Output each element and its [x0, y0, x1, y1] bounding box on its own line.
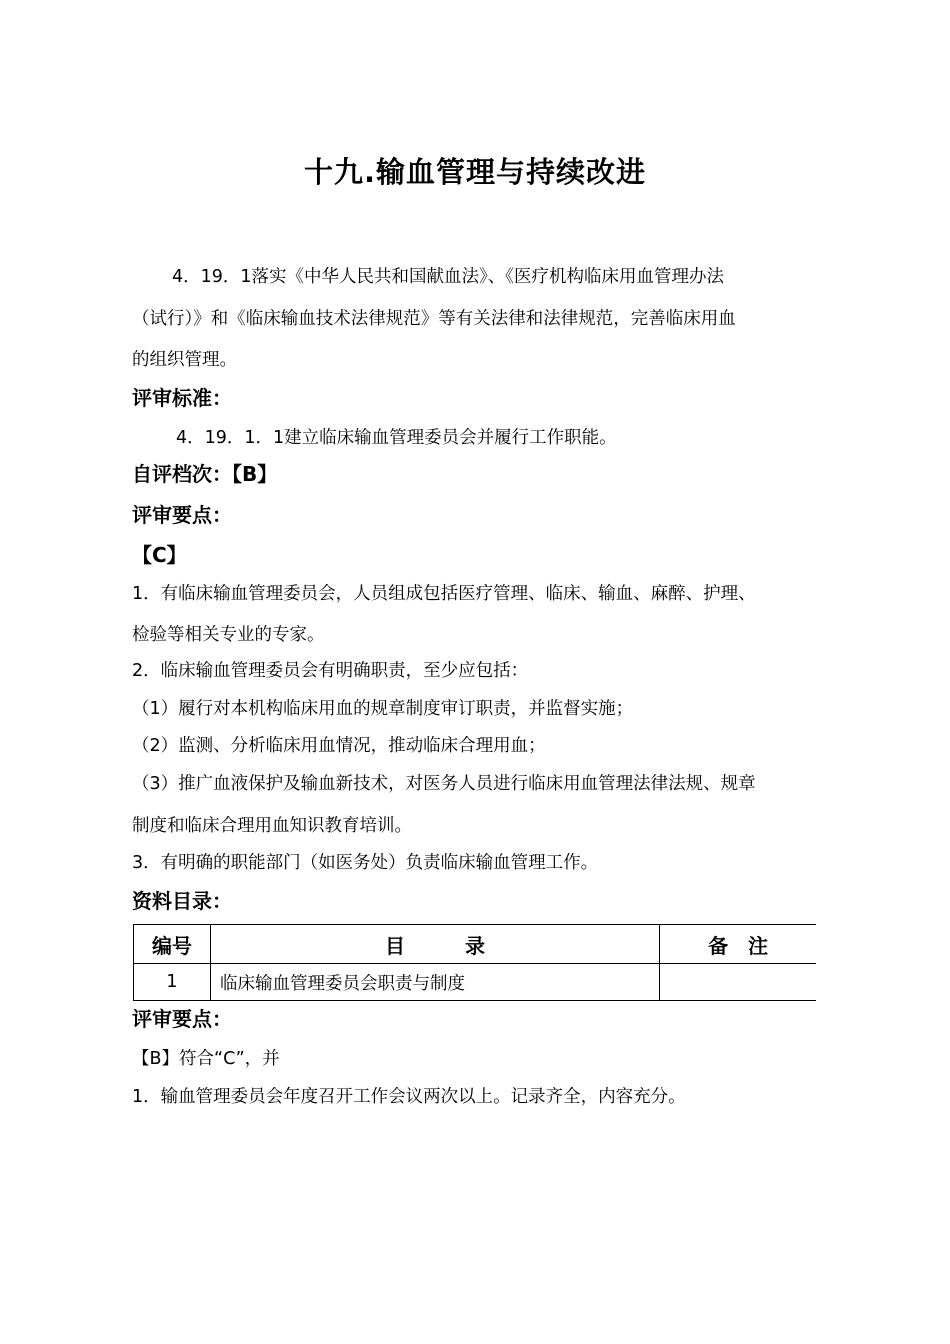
- point-2-1: （1）履行对本机构临床用血的规章制度审订职责，并监督实施；: [132, 699, 634, 719]
- grade-b-label: 【B】符合“C”，并: [132, 1049, 280, 1069]
- page-title: 十九.输血管理与持续改进: [303, 155, 647, 189]
- point-2-3-line-1: （3）推广血液保护及输血新技术，对医务人员进行临床用血管理法律法规、规章: [132, 774, 756, 794]
- review-standard-heading: 评审标准：: [132, 386, 232, 410]
- point-b-1: 1．输血管理委员会年度召开工作会议两次以上。记录齐全，内容充分。: [132, 1087, 686, 1107]
- materials-heading: 资料目录：: [132, 889, 232, 913]
- review-standard-item: 4．19．1．1建立临床输血管理委员会并履行工作职能。: [176, 428, 617, 448]
- point-2-2: （2）监测、分析临床用血情况，推动临床合理用血；: [132, 736, 546, 756]
- row-remarks: [660, 964, 816, 1001]
- materials-table: [133, 924, 816, 1001]
- table-row: [134, 964, 817, 1001]
- point-1-line-2: 检验等相关专业的专家。: [132, 625, 325, 645]
- clause-line-2: （试行）》和《临床输血技术法律规范》等有关法律和法律规范，完善临床用血: [132, 309, 736, 329]
- point-3: 3．有明确的职能部门（如医务处）负责临床输血管理工作。: [132, 853, 599, 873]
- point-2-3-line-2: 制度和临床合理用血知识教育培训。: [132, 816, 412, 836]
- point-1-line-1: 1．有临床输血管理委员会，人员组成包括医疗管理、临床、输血、麻醉、护理、: [132, 584, 756, 604]
- point-2: 2．临床输血管理委员会有明确职责，至少应包括：: [132, 661, 529, 681]
- review-points-heading: 评审要点：: [132, 503, 232, 527]
- self-grade: 自评档次：【B】: [132, 462, 278, 486]
- row-number: 1: [134, 964, 211, 1001]
- grade-c-label: 【C】: [132, 543, 187, 567]
- column-header-number: 编号: [134, 925, 211, 964]
- table-header-row: [134, 925, 817, 964]
- clause-line-1: 4．19．1落实《中华人民共和国献血法》、《医疗机构临床用血管理办法: [172, 267, 725, 287]
- column-header-remarks: 备 注: [660, 925, 816, 964]
- row-directory: 临床输血管理委员会职责与制度: [210, 964, 659, 1001]
- review-points-heading-2: 评审要点：: [132, 1007, 232, 1031]
- column-header-directory: 目 录: [210, 925, 659, 964]
- clause-line-3: 的组织管理。: [132, 350, 237, 370]
